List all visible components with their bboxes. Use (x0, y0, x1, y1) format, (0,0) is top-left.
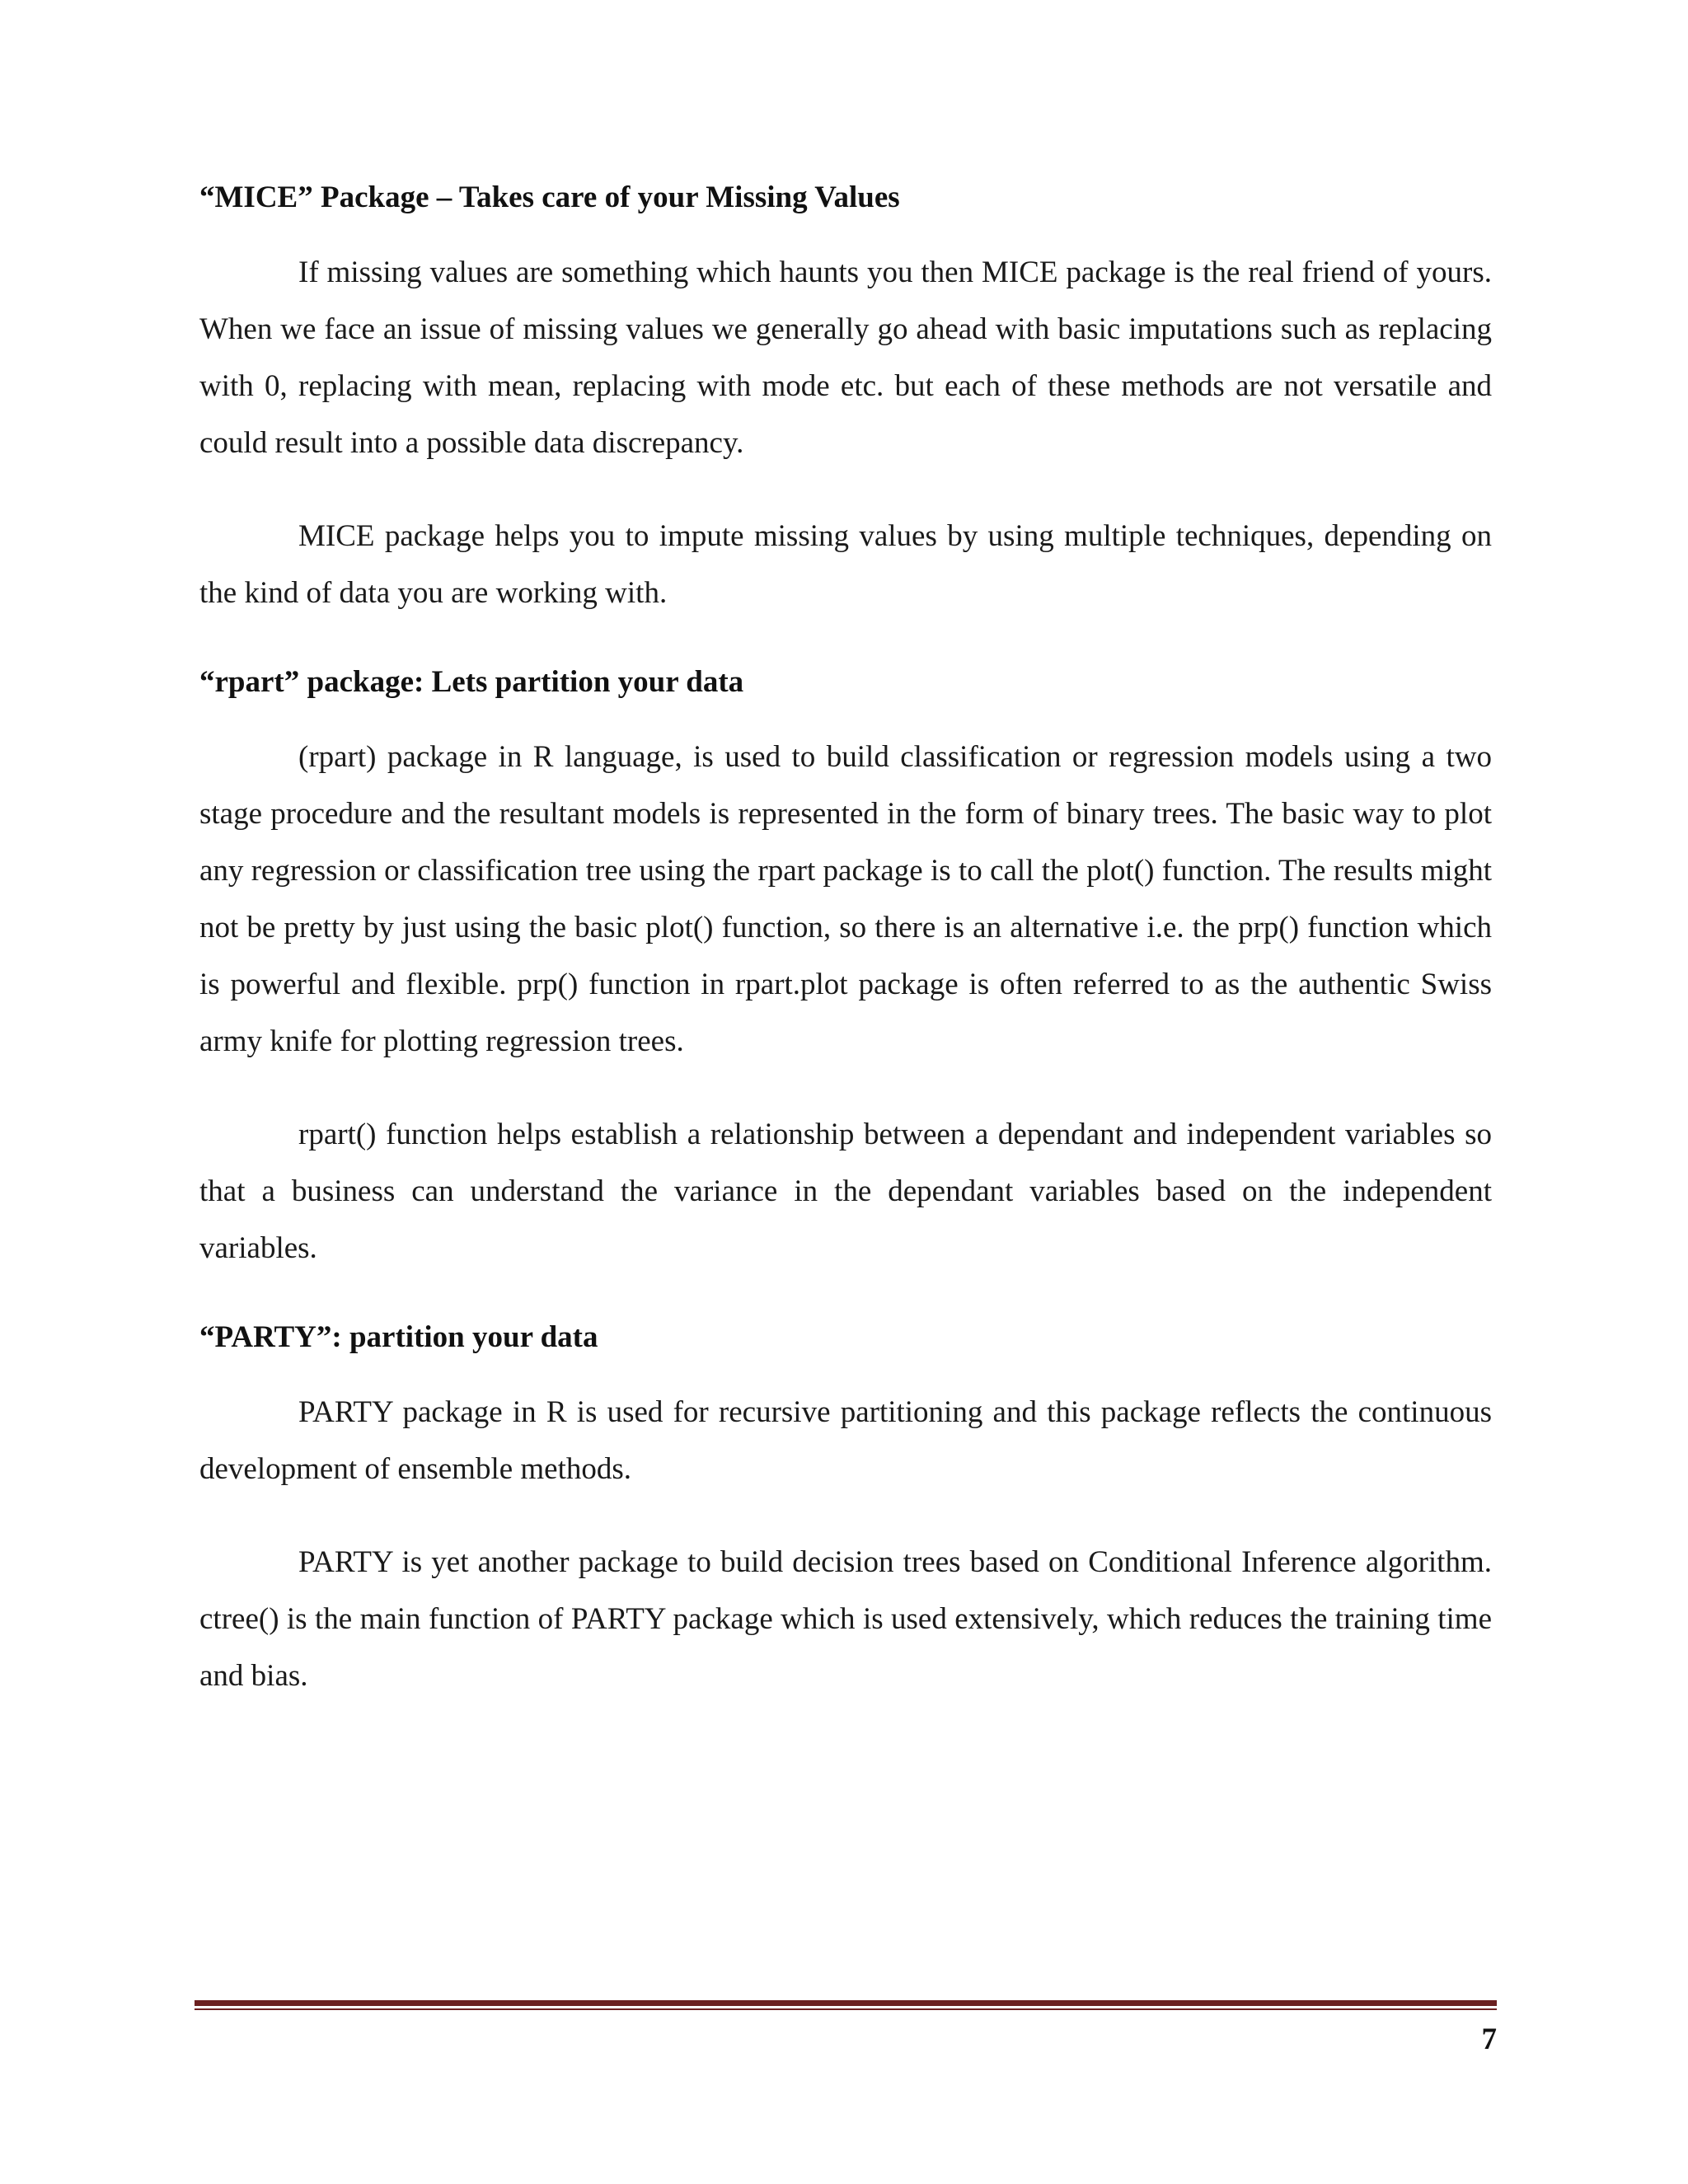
page-content (199, 173, 1492, 1741)
section-heading-mice: “MICE” Package – Takes care of your Missing Values (199, 180, 900, 214)
page-number: 7 (1481, 2022, 1497, 2056)
footer-rule-thin (195, 2008, 1497, 2010)
paragraph-rpart-2: rpart() function helps establish a relationship between a dependant and independent variables so that a business can understand the variance in the dependant variables based on the independent variables. (199, 1118, 1492, 1265)
paragraph-mice-2: MICE package helps you to impute missing values by using multiple techniques, depending on the kind of data you are working with. (199, 519, 1492, 610)
paragraph-mice-1: If missing values are something which haunts you then MICE package is the real friend of yours. When we face an issue of missing values we generally go ahead with basic imputations such as replacing with 0, replacing with mean, replacing with mode etc. but each of these methods are not versatile and could result into a possible data discrepancy. (199, 255, 1492, 460)
footer-rule-thick (195, 2000, 1497, 2006)
section-heading-party: “PARTY”: partition your data (199, 1320, 598, 1354)
section-party (199, 1313, 1492, 1704)
paragraph-party-2: PARTY is yet another package to build decision trees based on Conditional Inference algorithm. ctree() is the main function of PARTY package which is used extensively, which reduces the training time and bias. (199, 1545, 1492, 1693)
section-mice (199, 173, 1492, 621)
section-rpart (199, 658, 1492, 1277)
footer-rule (195, 2000, 1497, 2010)
paragraph-party-1: PARTY package in R is used for recursive partitioning and this package reflects the continuous development of ensemble methods. (199, 1395, 1492, 1486)
paragraph-rpart-1: (rpart) package in R language, is used to build classification or regression models using a two stage procedure and the resultant models is represented in the form of binary trees. The basic way to plot any regression or classification tree using the rpart package is to call the plot() function. The results might not be pretty by just using the basic plot() function, so there is an alternative i.e. the prp() function which is powerful and flexible. prp() function in rpart.plot package is often referred to as the authentic Swiss army knife for plotting regression trees. (199, 740, 1492, 1058)
section-heading-rpart: “rpart” package: Lets partition your data (199, 665, 744, 699)
